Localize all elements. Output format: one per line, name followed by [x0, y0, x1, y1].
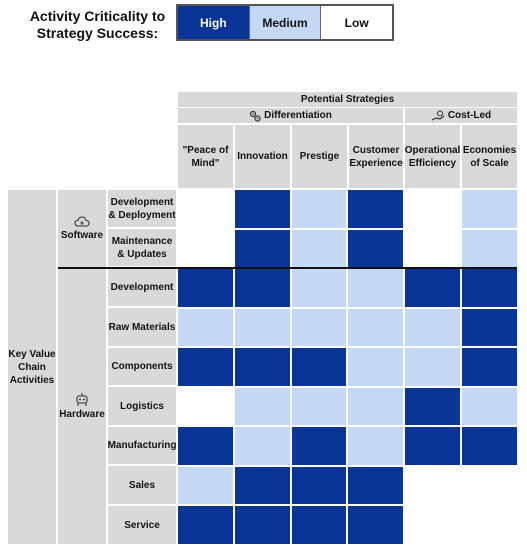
robot-icon [74, 392, 90, 408]
segment-divider [58, 267, 517, 269]
legend-medium: Medium [250, 6, 322, 39]
cost-led-header [405, 108, 517, 123]
cost-hand-icon [431, 110, 445, 122]
strategy-header-customer-experience: Customer Experience [349, 125, 403, 188]
activity-label: Development & Deployment [108, 190, 176, 227]
matrix-cell-low [178, 190, 233, 228]
matrix-cell-medium [292, 269, 347, 307]
matrix-cell-high [462, 427, 517, 465]
matrix-cell-low [178, 230, 233, 268]
matrix-cell-low [405, 190, 460, 228]
matrix-cell-medium [235, 388, 290, 426]
hardware-label: Hardware [59, 409, 105, 420]
matrix-cell-high [178, 348, 233, 386]
cloud-icon [74, 215, 90, 229]
legend-title: Activity Criticality to Strategy Success: [29, 8, 166, 41]
matrix-cell-medium [292, 309, 347, 347]
matrix-cell-medium [405, 309, 460, 347]
matrix-cell-high [348, 467, 403, 505]
matrix-cell-medium [462, 230, 517, 268]
strategy-header-peace-of-mind: "Peace of Mind" [178, 125, 233, 188]
software-segment [58, 190, 106, 267]
strategy-header-operational-efficiency: Operational Efficiency [405, 125, 460, 188]
matrix-cell-low [405, 230, 460, 268]
matrix-cell-medium [292, 190, 347, 228]
matrix-cell-high [292, 506, 347, 544]
matrix-cell-high [405, 269, 460, 307]
matrix-cell-high [235, 269, 290, 307]
matrix-cell-medium [235, 309, 290, 347]
matrix-cell-high [405, 388, 460, 426]
matrix-cell-medium [292, 388, 347, 426]
matrix-cell-low [405, 506, 460, 544]
matrix-cell-high [235, 506, 290, 544]
strategy-header-economies-of-scale: Economies of Scale [462, 125, 517, 188]
strategy-header-prestige: Prestige [292, 125, 347, 188]
matrix-cell-medium [405, 348, 460, 386]
matrix-cell-high [462, 309, 517, 347]
matrix-cell-medium [178, 309, 233, 347]
matrix-cell-high [178, 427, 233, 465]
activity-label: Service [108, 506, 176, 544]
legend-high: High [178, 6, 250, 39]
matrix-cell-high [292, 467, 347, 505]
matrix-cell-medium [462, 190, 517, 228]
matrix-cell-high [178, 269, 233, 307]
matrix-cell-high [348, 190, 403, 228]
activity-label: Components [108, 348, 176, 385]
matrix-cell-high [235, 467, 290, 505]
matrix-cell-high [462, 348, 517, 386]
matrix-cell-high [462, 269, 517, 307]
cost-led-label: Cost-Led [447, 110, 492, 121]
matrix-cell-medium [235, 427, 290, 465]
matrix-cell-medium [292, 230, 347, 268]
matrix-cell-high [178, 506, 233, 544]
matrix-cell-medium [348, 309, 403, 347]
matrix-cell-low [462, 467, 517, 505]
software-label: Software [60, 230, 104, 241]
activity-label: Maintenance & Updates [108, 229, 176, 266]
matrix-cell-high [292, 348, 347, 386]
matrix-cell-medium [178, 467, 233, 505]
matrix-cell-medium [348, 348, 403, 386]
differentiation-header [178, 108, 403, 123]
differentiation-label: Differentiation [264, 110, 332, 121]
matrix-cell-high [405, 427, 460, 465]
matrix-cell-medium [348, 427, 403, 465]
matrix-cell-low [462, 506, 517, 544]
strategy-header-innovation: Innovation [235, 125, 290, 188]
legend [176, 4, 394, 41]
key-value-chain-label: Key Value Chain Activities [8, 190, 56, 544]
activity-label: Logistics [108, 387, 176, 425]
matrix-cell-high [348, 230, 403, 268]
matrix-cell-high [348, 506, 403, 544]
matrix-cell-high [292, 427, 347, 465]
hardware-segment [58, 269, 106, 544]
potential-strategies-header: Potential Strategies [178, 92, 517, 107]
matrix-cell-low [178, 388, 233, 426]
gears-icon [249, 110, 261, 122]
criticality-matrix [178, 190, 517, 544]
matrix-cell-medium [348, 388, 403, 426]
matrix-cell-high [235, 348, 290, 386]
matrix-cell-high [235, 230, 290, 268]
matrix-cell-low [405, 467, 460, 505]
matrix-cell-medium [462, 388, 517, 426]
activity-label: Development [108, 269, 176, 306]
matrix-cell-medium [348, 269, 403, 307]
matrix-cell-high [235, 190, 290, 228]
legend-low: Low [321, 6, 392, 39]
activity-label: Raw Materials [108, 308, 176, 346]
activity-label: Sales [108, 466, 176, 504]
activity-label: Manufacturing [108, 427, 176, 464]
